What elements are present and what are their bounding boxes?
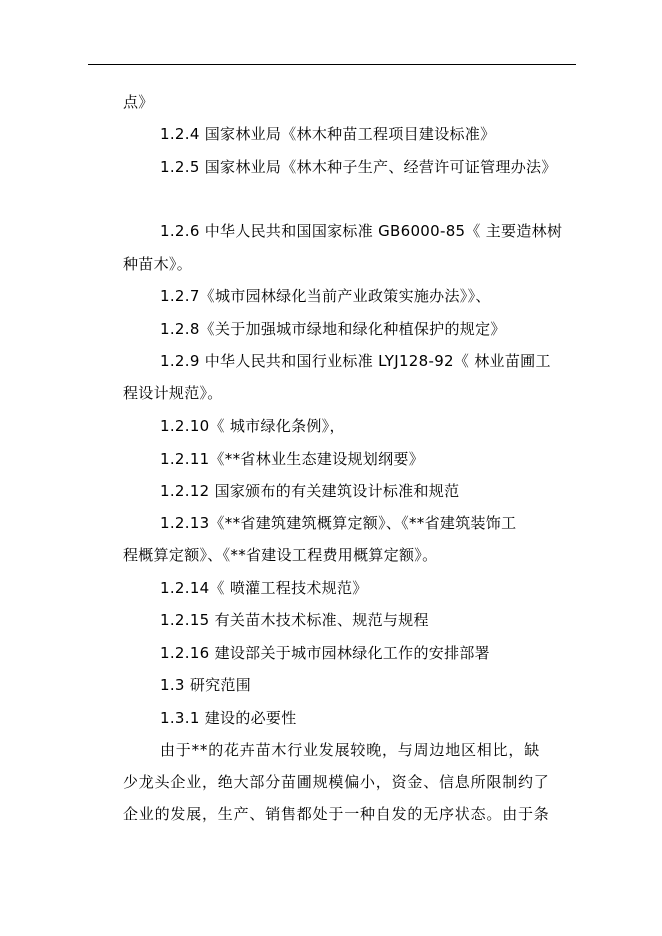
text-line: 程概算定额》、《**省建设工程费用概算定额》。 (123, 546, 438, 564)
text-line: 程设计规范》。 (123, 384, 223, 402)
paragraph-line: 少龙头企业，绝大部分苗圃规模偏小，资金、信息所限制约了 (123, 773, 550, 791)
section-heading: 1.3 研究范围 (160, 676, 252, 694)
text-line: 1.2.7《城市园林绿化当前产业政策实施办法》》、 (160, 287, 491, 305)
text-line: 种苗木》。 (123, 255, 193, 273)
paragraph-line: 由于**的花卉苗木行业发展较晚，与周边地区相比，缺 (160, 741, 541, 759)
paragraph-line: 企业的发展，生产、销售都处于一种自发的无序状态。由于条 (123, 805, 550, 823)
header-rule (88, 64, 576, 65)
text-line: 1.2.14《 喷灌工程技术规范》 (160, 579, 368, 597)
text-line: 1.2.11《**省林业生态建设规划纲要》 (160, 450, 425, 468)
text-line: 点》 (123, 93, 154, 111)
text-line: 1.2.4 国家林业局《林木种苗工程项目建设标准》 (160, 125, 496, 143)
subsection-heading: 1.3.1 建设的必要性 (160, 709, 297, 727)
text-line: 1.2.13《**省建筑建筑概算定额》、《**省建筑装饰工 (160, 514, 517, 532)
text-line: 1.2.15 有关苗木技术标准、规范与规程 (160, 611, 429, 629)
text-line: 1.2.12 国家颁布的有关建筑设计标准和规范 (160, 482, 460, 500)
text-line: 1.2.6 中华人民共和国国家标准 GB6000-85《 主要造林树 (160, 222, 563, 240)
text-line: 1.2.9 中华人民共和国行业标准 LYJ128-92《 林业苗圃工 (160, 352, 551, 370)
text-line: 1.2.10《 城市绿化条例》， (160, 417, 345, 435)
text-line: 1.2.16 建设部关于城市园林绿化工作的安排部署 (160, 644, 490, 662)
text-line: 1.2.8《关于加强城市绿地和绿化种植保护的规定》 (160, 320, 506, 338)
text-line: 1.2.5 国家林业局《林木种子生产、经营许可证管理办法》 (160, 158, 557, 176)
